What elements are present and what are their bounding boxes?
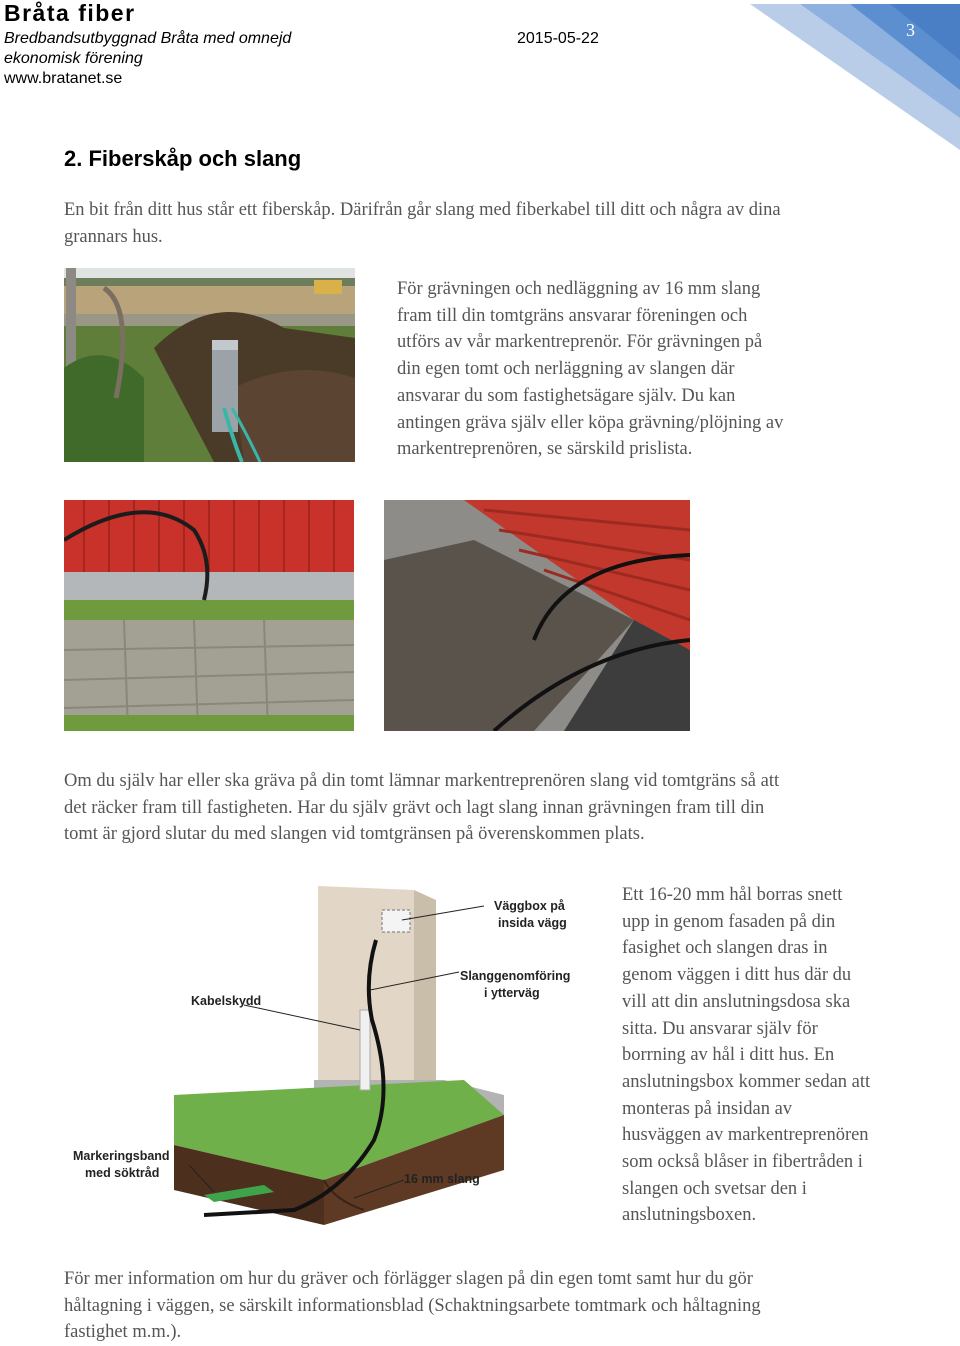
house-wall-hose-photo	[64, 500, 354, 731]
drilling-line: fasighet och slangen dras in	[622, 938, 828, 959]
organization-name: Bredbandsutbyggnad Bråta med omnejd	[4, 30, 292, 47]
drilling-line: Ett 16-20 mm hål borras snett	[622, 885, 843, 905]
intro-line: En bit från ditt hus står ett fiberskåp. Därifrån går slang med fiberkabel till ditt och några av dina	[64, 200, 781, 220]
drilling-line: sitta. Du ansvarar själv för	[622, 1018, 818, 1039]
digging-line: utförs av vår markentreprenör. För grävningen på	[397, 332, 763, 353]
own-digging-line: Om du själv har eller ska gräva på din tomt lämnar markentreprenören slang vid tomtgräns så att	[64, 771, 780, 791]
label-marking-band: Markeringsband med söktråd	[73, 1149, 170, 1180]
section-title: 2. Fiberskåp och slang	[64, 146, 302, 171]
digging-line: din egen tomt och nerläggning av slangen där	[397, 359, 735, 380]
corner-decoration	[750, 0, 960, 150]
more-info-line: fastighet m.m.).	[64, 1322, 182, 1343]
page-number: 3	[906, 20, 915, 40]
header-date: 2015-05-22	[517, 30, 599, 47]
intro-line: grannars hus.	[64, 226, 163, 247]
drilling-line: monteras på insidan av	[622, 1098, 793, 1119]
digging-line: fram till din tomtgräns ansvarar föreningen och	[397, 305, 748, 326]
label-hose: 16 mm slang	[404, 1172, 480, 1186]
digging-line: markentreprenören, se särskild prislista.	[397, 439, 693, 460]
label-duct: Slanggenomföring i ytterväg	[460, 969, 571, 1000]
digging-line: antingen gräva själv eller köpa grävning/plöjning av	[397, 412, 784, 433]
fiber-cabinet-photo	[64, 268, 355, 462]
intro-paragraph	[64, 197, 934, 250]
label-cable-guard: Kabelskydd	[191, 994, 262, 1008]
brand-title: Bråta fiber	[4, 0, 136, 26]
more-info-paragraph	[64, 1266, 934, 1346]
digging-line: För grävningen och nedläggning av 16 mm slang	[397, 279, 761, 299]
gravel-hose-photo	[384, 500, 690, 731]
drilling-line: som också blåser in fibertråden i	[622, 1152, 863, 1173]
own-digging-line: tomt är gjord slutar du med slangen vid tomtgränsen på överenskommen plats.	[64, 824, 645, 845]
drilling-line: anslutningsbox kommer sedan att	[622, 1071, 871, 1092]
drilling-paragraph	[622, 882, 922, 1229]
label-wallbox: Väggbox på insida vägg	[494, 899, 567, 930]
drilling-line: genom väggen i ditt hus där du	[622, 965, 852, 986]
more-info-line: För mer information om hur du gräver och förlägger slagen på din egen tomt samt hur du gör	[64, 1269, 753, 1289]
own-digging-line: det räcker fram till fastigheten. Har du själv grävt och lagt slang innan grävningen fram till din	[64, 797, 765, 818]
drilling-line: anslutningsboxen.	[622, 1205, 757, 1226]
digging-paragraph	[397, 276, 857, 463]
drilling-line: borrning av hål i ditt hus. En	[622, 1045, 835, 1066]
drilling-line: husväggen av markentreprenören	[622, 1125, 869, 1146]
drilling-line: upp in genom fasaden på din	[622, 911, 836, 932]
organization-type: ekonomisk förening	[4, 50, 143, 67]
own-digging-paragraph	[64, 768, 934, 848]
more-info-line: håltagning i väggen, se särskilt informationsblad (Schaktningsarbete tomtmark och håltagning	[64, 1295, 761, 1316]
drilling-line: slangen och svetsar den i	[622, 1178, 807, 1199]
installation-diagram	[64, 880, 604, 1225]
digging-line: ansvarar du som fastighetsägare själv. Du kan	[397, 385, 736, 406]
drilling-line: vill att din anslutningsdosa ska	[622, 991, 851, 1012]
website-link[interactable]: www.bratanet.se	[4, 70, 123, 87]
